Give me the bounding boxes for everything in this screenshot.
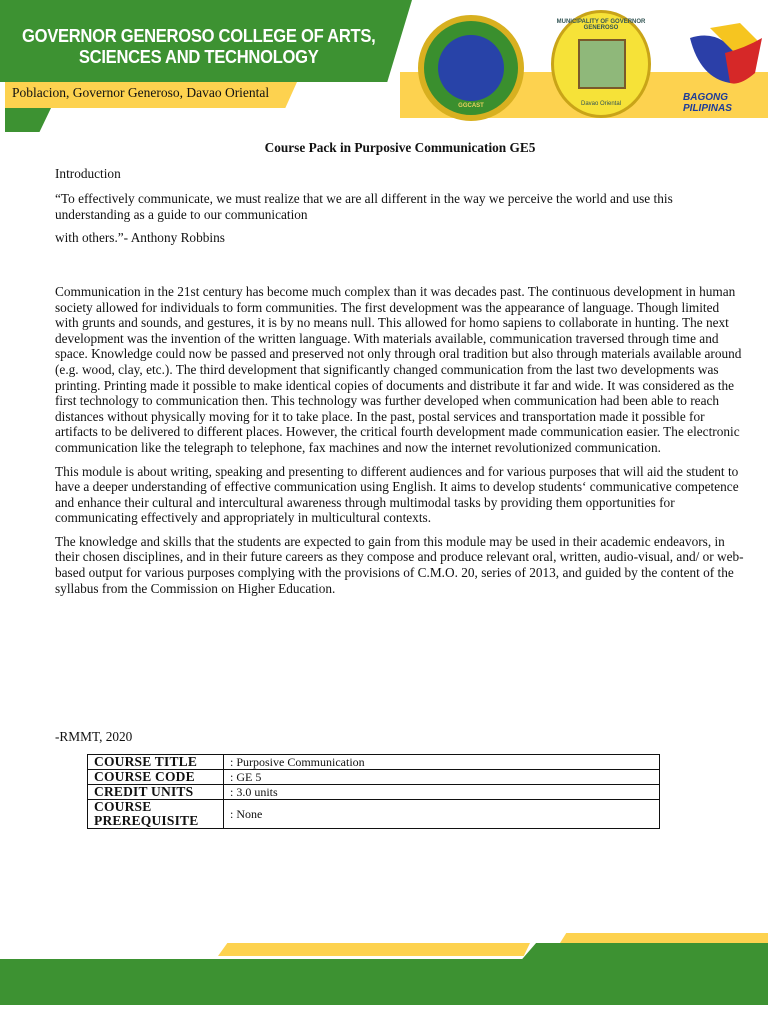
paragraph: Communication in the 21st century has become much complex than it was decades past. The continuous development in human society allowed for individuals to form communities. The first development was the appearance of language. Though limited with grunts and sounds, and gestures, it is by no means null. This allowed for homo sapiens to collaborate in hunting. The next development was the invention of the written language. With materials available, communication traversed through time and space. Knowledge could now be passed and preserved not only through oral tradition but also through materials available around (e.g. wood, clay, etc.). The third development that significantly changed communication from the last two developments was printing. Printing made it possible to make identical copies of documents and distribute it far and wide. It was considered as the first technology to communication then. This technology was further developed when communication had been able to reach distances without physically moving for it to take place. In the past, postal services and transportation made it possible for artifacts to be delivered to different places. However, the critical fourth development made communication easier. The electronic communication like the telegraph to telephone, fax machines and now the internet revolutionized communication. (55, 283, 742, 455)
row-value: : GE 5 (224, 770, 660, 785)
paragraph: This module is about writing, speaking and presenting to different audiences and for various purposes that will aid the student to have a deeper understanding of effective communication using English. It aims to develop students‘ communicative competence and enhance their cultural and intercultural awareness through multimodal tasks by providing them opportunities for communicating effectively and appropriately in multicultural contexts. (55, 463, 739, 526)
table-row (88, 785, 660, 800)
quote-text: “To effectively communicate, we must realize that we are all different in the way we perceive the world and use this understanding as a guide to our communication (55, 191, 673, 222)
document-body (55, 140, 745, 604)
seal2-bottom-text: Davao Oriental (580, 101, 622, 107)
paragraph: The knowledge and skills that the students are expected to gain from this module may be used in their academic endeavors, in their chosen disciplines, and in their future careers as they compose and produce relevant oral, written, audio-visual, and/ or web-based output for various purposes complying with the provisions of C.M.O. 20, series of 2013, and guided by the content of the syllabus from the Commission on Higher Education. (55, 533, 744, 596)
row-label: COURSE TITLE (88, 755, 224, 770)
row-value: : 3.0 units (224, 785, 660, 800)
table-row (88, 770, 660, 785)
row-label: CREDIT UNITS (88, 785, 224, 800)
seal1-text: GGCAST (458, 103, 484, 109)
college-name (22, 26, 375, 68)
table-row (88, 800, 660, 829)
intro-heading: Introduction (55, 165, 121, 181)
college-name-line1: GOVERNOR GENEROSO COLLEGE OF ARTS, (22, 26, 376, 46)
header-green-tail (5, 108, 51, 132)
course-info-table (87, 754, 660, 829)
row-label: COURSE CODE (88, 770, 224, 785)
row-value: : None (224, 800, 660, 829)
college-name-line2: SCIENCES AND TECHNOLOGY (78, 47, 319, 67)
bagong-pilipinas-logo (680, 18, 766, 88)
footer-yellow-stripe-right (560, 933, 768, 943)
quote-attribution: with others.”- Anthony Robbins (55, 230, 225, 246)
table-row (88, 755, 660, 770)
municipality-seal-logo (551, 10, 651, 118)
row-value: : Purposive Communication (224, 755, 660, 770)
bagong-pilipinas-text: BAGONG PILIPINAS (683, 92, 732, 114)
signature: -RMMT, 2020 (55, 729, 133, 744)
row-label: COURSE PREREQUISITE (88, 800, 224, 829)
document-title: Course Pack in Purposive Communication GE5 (264, 140, 536, 155)
seal2-text: MUNICIPALITY OF GOVERNOR GENEROSO (556, 19, 646, 31)
footer-yellow-stripe (218, 943, 530, 956)
college-seal-logo (418, 15, 524, 121)
college-address: Poblacion, Governor Generoso, Davao Oriental (12, 85, 270, 100)
